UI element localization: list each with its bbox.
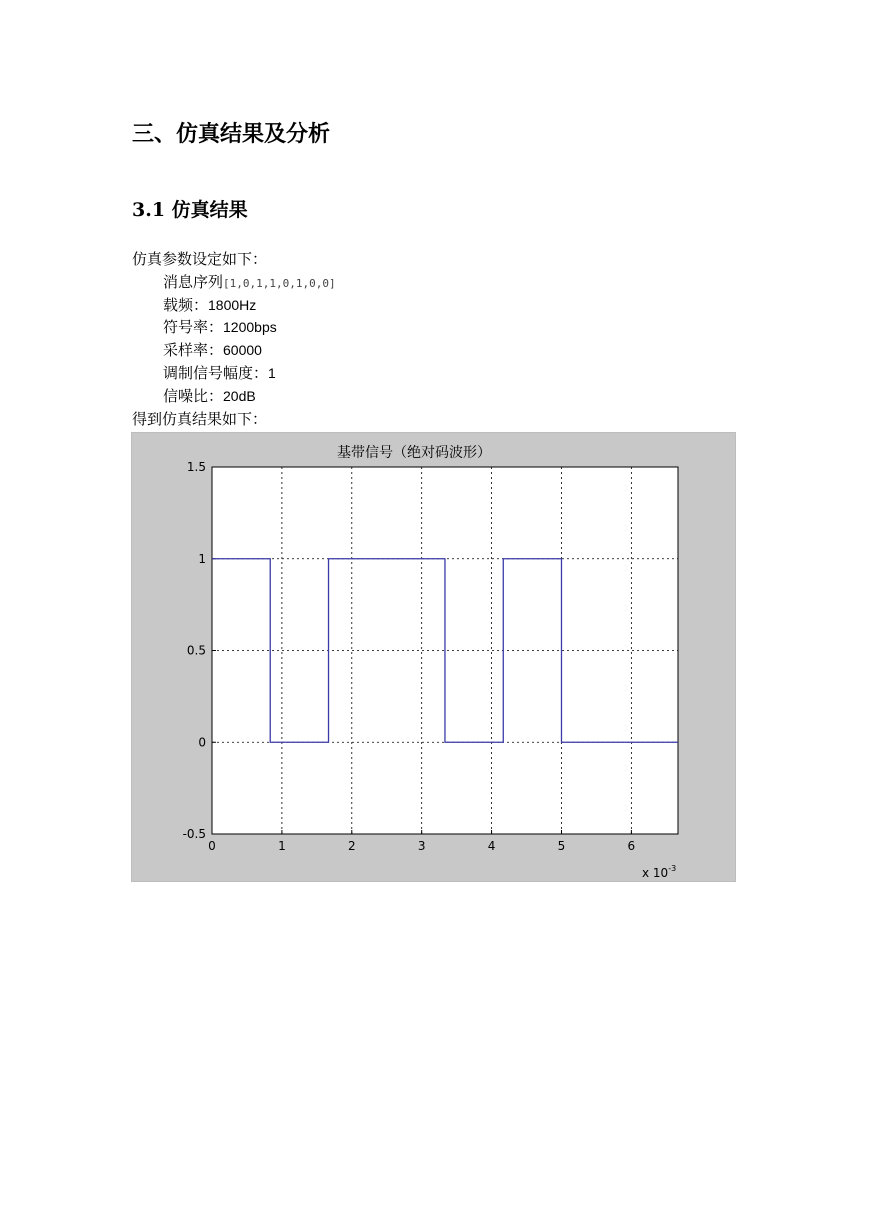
chart-svg <box>132 433 735 881</box>
param-label: 符号率： <box>163 318 224 336</box>
param-value: 20dB <box>223 388 256 404</box>
param-label: 信噪比： <box>163 387 224 405</box>
x-scale-base: x 10 <box>642 866 669 880</box>
x-tick-label: 3 <box>417 839 426 853</box>
param-snr <box>163 387 256 406</box>
y-tick-label: 1 <box>198 551 206 566</box>
param-amplitude <box>163 364 276 383</box>
section-title: 三、仿真结果及分析 <box>132 121 331 147</box>
baseband-chart <box>131 432 736 882</box>
x-tick-label: 0 <box>208 839 216 853</box>
x-tick-label: 5 <box>557 839 566 853</box>
param-value: 1800Hz <box>208 297 257 313</box>
chart-title: 基带信号（绝对码波形） <box>337 445 491 461</box>
x-tick-label: 2 <box>347 839 356 853</box>
param-label: 调制信号幅度： <box>163 364 269 382</box>
y-tick-label: 0 <box>198 735 206 750</box>
params-intro: 仿真参数设定如下： <box>132 250 268 268</box>
y-tick-label: -0.5 <box>182 827 206 841</box>
param-value: 1 <box>268 365 276 381</box>
y-tick-label: 0.5 <box>186 643 206 658</box>
result-intro: 得到仿真结果如下： <box>132 410 268 428</box>
x-scale-exponent: -3 <box>668 864 677 873</box>
param-message-sequence <box>163 273 336 293</box>
param-value: 1200bps <box>223 319 277 335</box>
param-label: 采样率： <box>163 341 224 359</box>
y-tick-label: 1.5 <box>186 460 206 474</box>
param-value: [1,0,1,1,0,1,0,0] <box>223 277 336 290</box>
param-symbol-rate <box>163 318 277 337</box>
param-label: 消息序列 <box>163 273 224 291</box>
subsection-title: 3.1 仿真结果 <box>132 199 248 221</box>
param-value: 60000 <box>223 342 262 358</box>
x-scale-label <box>642 864 676 880</box>
param-sample-rate <box>163 341 262 360</box>
param-label: 载频： <box>163 296 209 314</box>
x-tick-label: 1 <box>278 839 286 853</box>
x-tick-label: 6 <box>627 839 636 853</box>
param-carrier-frequency <box>163 296 256 315</box>
x-tick-label: 4 <box>487 839 496 853</box>
